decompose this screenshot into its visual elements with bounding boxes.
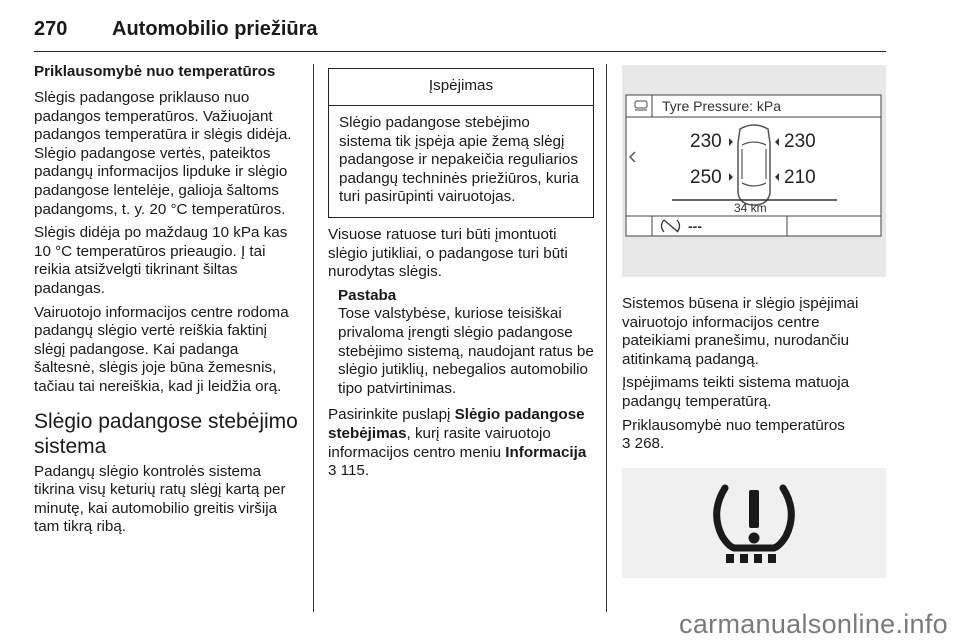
- tpms-warning-icon: [622, 468, 886, 578]
- paragraph: Vairuotojo informacijos centre rodoma padangų slėgio vertė reiškia faktinį slėgį padangose. Kai padanga šaltesnė, slėgis joje būna žemesnis, tačiau tai nereiškia, kad ji leidžia orą.: [34, 303, 289, 395]
- pressure-rear-right: 210: [784, 167, 816, 188]
- paragraph: Įspėjimams teikti sistema matuoja padangų temperatūrą.: [622, 374, 850, 410]
- warning-box: [328, 68, 594, 218]
- paragraph: Slėgis didėja po maždaug 10 kPa kas 10 °C temperatūros prieaugio. Į tai reikia atsižvelgti tikrinant šiltas padangas.: [34, 224, 288, 297]
- status-readout: ---: [688, 218, 702, 234]
- paragraph: Slėgis padangose priklauso nuo padangos temperatūros. Važiuojant padangos temperatūra ir slėgis didėja. Slėgio padangose vertės, pateiktos padangų informacijos lipduke ir slėgio padangose lentelėje, galioja šaltoms padangoms, t. y. 20 °C temperatūros.: [34, 89, 292, 218]
- subsection-heading: Priklausomybė nuo temperatūros: [34, 63, 276, 80]
- warning-title: Įspėjimas: [329, 69, 593, 106]
- note-text: Tose valstybėse, kuriose teisiškai privaloma įrengti slėgio padangose stebėjimo sistemą, naudojant ratus be slėgio jutiklių, nebegalios automobilio tipo patvirtinimas.: [338, 305, 594, 397]
- note-title: Pastaba: [338, 286, 397, 304]
- reference-text: Priklausomybė nuo temperatūros: [622, 416, 845, 434]
- tyre-pressure-display: [622, 65, 886, 277]
- pressure-rear-left: 250: [690, 167, 722, 188]
- paragraph: Visuose ratuose turi būti įmontuoti slėgio jutikliai, o padangose turi būti nurodytas slėgis.: [328, 225, 568, 281]
- text-run: Pasirinkite puslapį: [328, 406, 455, 424]
- warning-text: Slėgio padangose stebėjimo sistema tik įspėja apie žemą slėgį padangose ir nepakeičia reguliarios padangų techninės priežiūros, kuria turi pasirūpinti vairuotojas.: [339, 114, 579, 206]
- note: [328, 287, 594, 399]
- menu-instruction: [328, 406, 594, 480]
- page-reference: 3 268.: [622, 435, 665, 453]
- tpms-warning-panel: [622, 468, 886, 578]
- menu-page-name: Slėgio padangose stebėjimas: [328, 406, 585, 442]
- car-top-view-icon: [738, 125, 770, 205]
- pressure-front-left: 230: [690, 131, 722, 152]
- screen-title: Tyre Pressure: kPa: [662, 98, 782, 114]
- page-number: 270: [34, 18, 68, 40]
- watermark: carmanualsonline.info: [679, 609, 948, 639]
- section-heading: Slėgio padangose stebėjimo sistema: [34, 409, 298, 458]
- column-2: [328, 62, 594, 486]
- paragraph: Sistemos būsena ir slėgio įspėjimai vairuotojo informacijos centre pateikiami pranešimu, nurodančiu atitinkamą padangą.: [622, 295, 859, 368]
- range-readout: 34 km: [734, 201, 767, 215]
- cross-reference: [622, 417, 886, 454]
- page-reference: 3 115.: [328, 462, 370, 480]
- menu-name: Informacija: [505, 443, 587, 461]
- page-header: [34, 16, 886, 52]
- column-divider: [606, 64, 607, 612]
- paragraph: Padangų slėgio kontrolės sistema tikrina visų keturių ratų slėgį kartą per minutę, kai automobilio greitis viršija tam tikrą ribą.: [34, 462, 286, 536]
- pressure-front-right: 230: [784, 131, 816, 152]
- column-divider: [313, 64, 314, 612]
- text-run: , kurį rasite vairuotojo informacijos centro meniu: [328, 424, 551, 461]
- column-3: [622, 62, 886, 578]
- chapter-title: Automobilio priežiūra: [112, 18, 318, 40]
- column-1: [34, 62, 300, 542]
